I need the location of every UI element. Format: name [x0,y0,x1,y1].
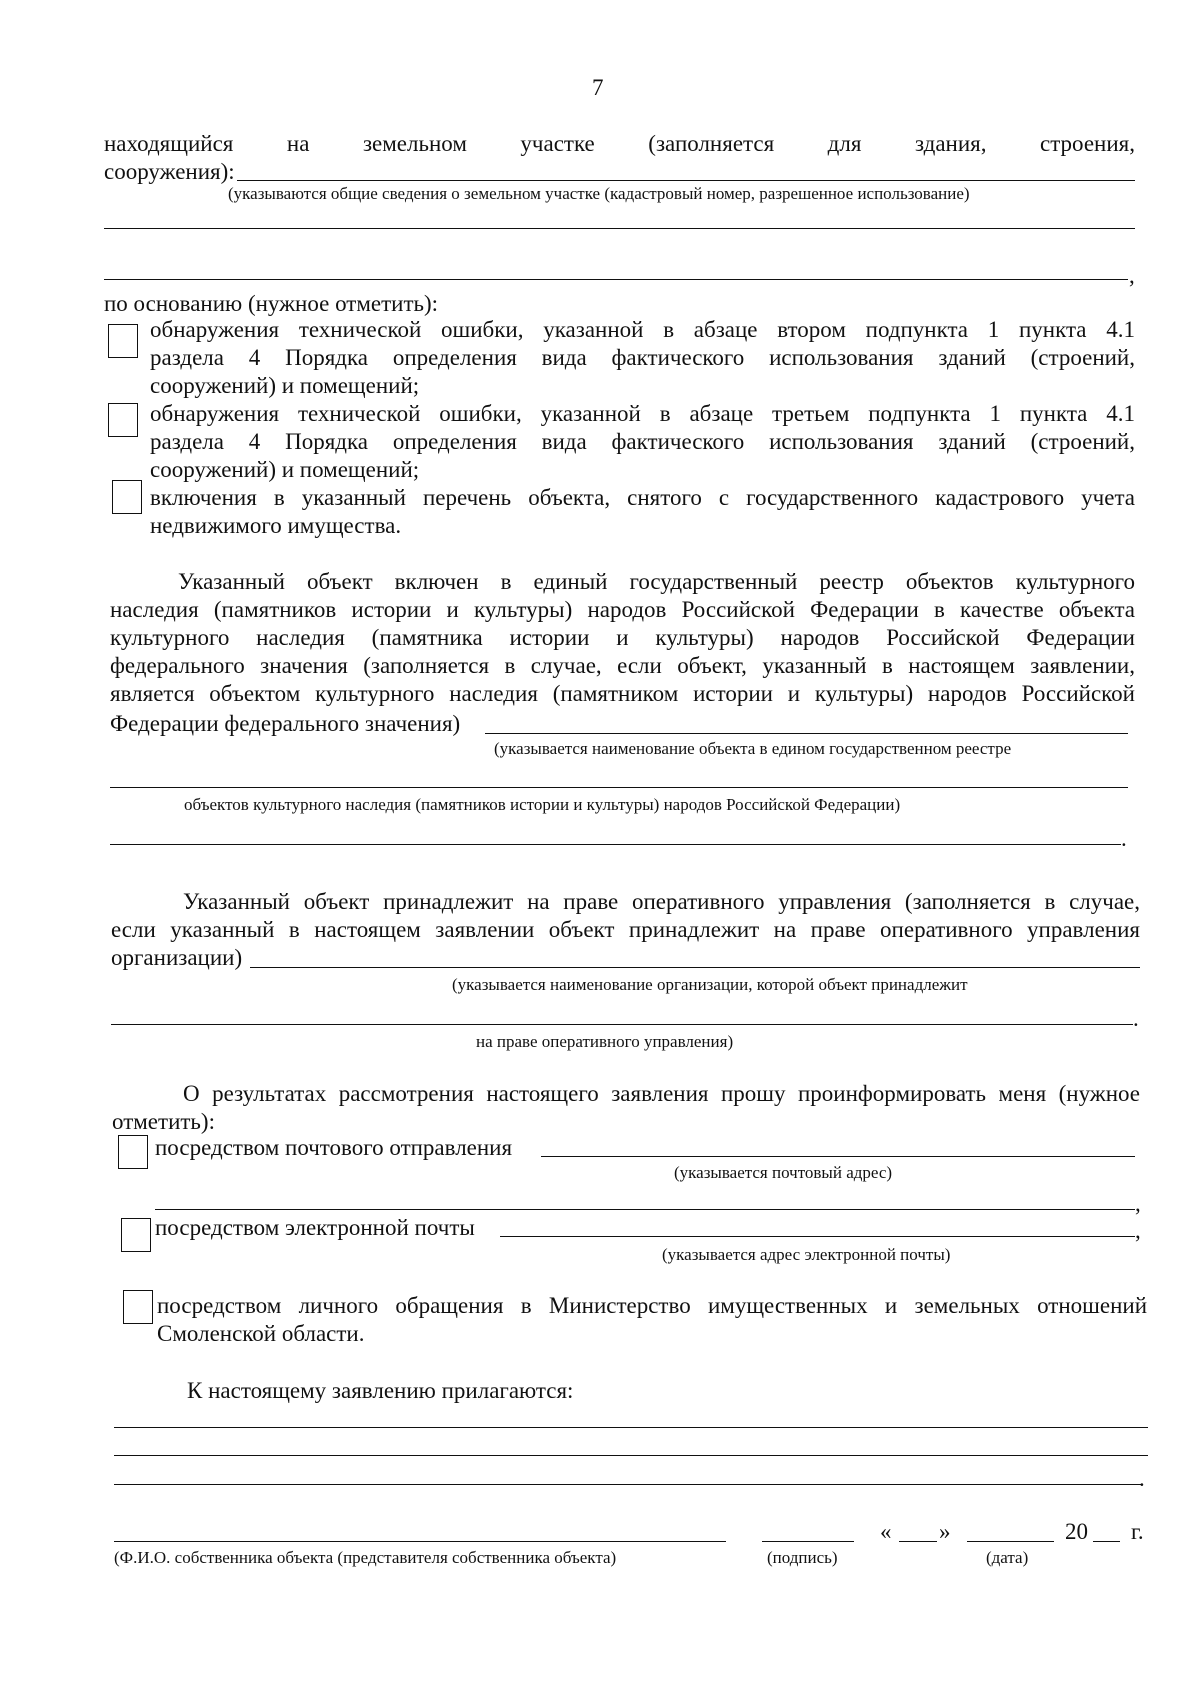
land-intro-line: находящийся на земельном участке (заполняется для здания, строения, [104,131,1135,156]
basis-option2-checkbox[interactable] [108,403,138,437]
notify-email-label: посредством электронной почты [155,1215,475,1240]
heritage-line3: культурного наследия (памятника истории и культуры) народов Российской Федерации [110,625,1135,650]
land-end-comma: , [1129,263,1135,288]
operational-last-prefix: организации) [111,945,243,970]
land-info-field[interactable] [237,180,1135,181]
notify-mail-caption: (указывается почтовый адрес) [674,1163,893,1182]
basis-heading: по основанию (нужное отметить): [104,291,439,316]
operational-org-field[interactable] [250,967,1140,968]
land-intro-prefix: сооружения): [104,159,235,184]
signature-caption: (подпись) [767,1548,838,1567]
attachments-field-3[interactable] [114,1484,1141,1485]
attachments-end-dot: . [1139,1466,1145,1491]
basis-option3-line1: включения в указанный перечень объекта, снятого с государственного кадастрового учета [150,485,1135,510]
date-caption: (дата) [986,1548,1029,1567]
date-quote-open: « [880,1519,892,1544]
date-quote-close: » [939,1519,951,1544]
basis-option3-line2: недвижимого имущества. [150,513,402,538]
operational-end-dot: . [1133,1006,1139,1031]
basis-option1-checkbox[interactable] [108,324,138,358]
heritage-line2: наследия (памятников истории и культуры) народов Российской Федерации в качестве объекта [110,597,1135,622]
heritage-end-dot: . [1121,826,1127,851]
heritage-name-field-3[interactable] [110,844,1121,845]
land-info-field-2[interactable] [104,228,1135,229]
operational-caption2: на праве оперативного управления) [476,1032,734,1051]
operational-org-field-2[interactable] [111,1024,1133,1025]
heritage-caption1: (указывается наименование объекта в едином государственном реестре [494,739,1012,758]
heritage-name-field[interactable] [485,733,1128,734]
operational-line2: если указанный в настоящем заявлении объект принадлежит на праве оперативного управления [111,917,1140,942]
basis-option1-line3: сооружений) и помещений; [150,373,420,398]
fio-caption: (Ф.И.О. собственника объекта (представителя собственника объекта) [114,1548,617,1567]
heritage-line4: федерального значения (заполняется в случае, если объект, указанный в настоящем заявлении, [110,653,1135,678]
land-info-caption: (указываются общие сведения о земельном участке (кадастровый номер, разрешенное использование) [228,184,970,203]
date-month-field[interactable] [967,1541,1054,1542]
attachments-field-2[interactable] [114,1455,1148,1456]
notify-mail-address-field[interactable] [541,1156,1135,1157]
fio-field[interactable] [114,1541,726,1542]
basis-option1-line1: обнаружения технической ошибки, указанной в абзаце втором подпункта 1 пункта 4.1 [150,317,1135,342]
heritage-name-field-2[interactable] [110,787,1128,788]
basis-option2-line1: обнаружения технической ошибки, указанной в абзаце третьем подпункта 1 пункта 4.1 [150,401,1135,426]
notify-personal-line2: Смоленской области. [157,1321,365,1346]
heritage-line5: является объектом культурного наследия (памятником истории и культуры) народов Российской [110,681,1135,706]
notify-email-caption: (указывается адрес электронной почты) [662,1245,951,1264]
notify-email-checkbox[interactable] [121,1218,151,1252]
basis-option2-line2: раздела 4 Порядка определения вида фактического использования зданий (строений, [150,429,1135,454]
basis-option2-line3: сооружений) и помещений; [150,457,420,482]
notify-line1: О результатах рассмотрения настоящего заявления прошу проинформировать меня (нужное [183,1081,1140,1106]
notify-email-field[interactable] [500,1236,1135,1237]
basis-option1-line2: раздела 4 Порядка определения вида фактического использования зданий (строений, [150,345,1135,370]
notify-line2: отметить): [112,1109,215,1134]
notify-mail-address-field-2[interactable] [155,1209,1135,1210]
operational-line1: Указанный объект принадлежит на праве оперативного управления (заполняется в случае, [183,889,1140,914]
attachments-field-1[interactable] [114,1427,1148,1428]
notify-personal-checkbox[interactable] [123,1290,153,1324]
page-number: 7 [592,75,604,100]
date-year-suffix: г. [1131,1519,1144,1544]
date-year-field[interactable] [1093,1541,1120,1542]
heritage-last-prefix: Федерации федерального значения) [110,711,461,736]
land-info-field-3[interactable] [104,279,1128,280]
notify-mail-label: посредством почтового отправления [155,1135,513,1160]
notify-mail-comma: , [1135,1191,1141,1216]
operational-caption1: (указывается наименование организации, которой объект принадлежит [452,975,968,994]
heritage-caption2: объектов культурного наследия (памятников истории и культуры) народов Российской Федерации) [184,795,901,814]
notify-personal-line1: посредством личного обращения в Министерство имущественных и земельных отношений [157,1293,1147,1318]
basis-option3-checkbox[interactable] [112,480,142,514]
notify-email-comma: , [1135,1218,1141,1243]
notify-mail-checkbox[interactable] [118,1135,148,1169]
date-year-prefix: 20 [1065,1519,1088,1544]
attachments-heading: К настоящему заявлению прилагаются: [187,1378,574,1403]
signature-field[interactable] [762,1541,854,1542]
heritage-line1: Указанный объект включен в единый государственный реестр объектов культурного [178,569,1135,594]
date-day-field[interactable] [899,1541,937,1542]
